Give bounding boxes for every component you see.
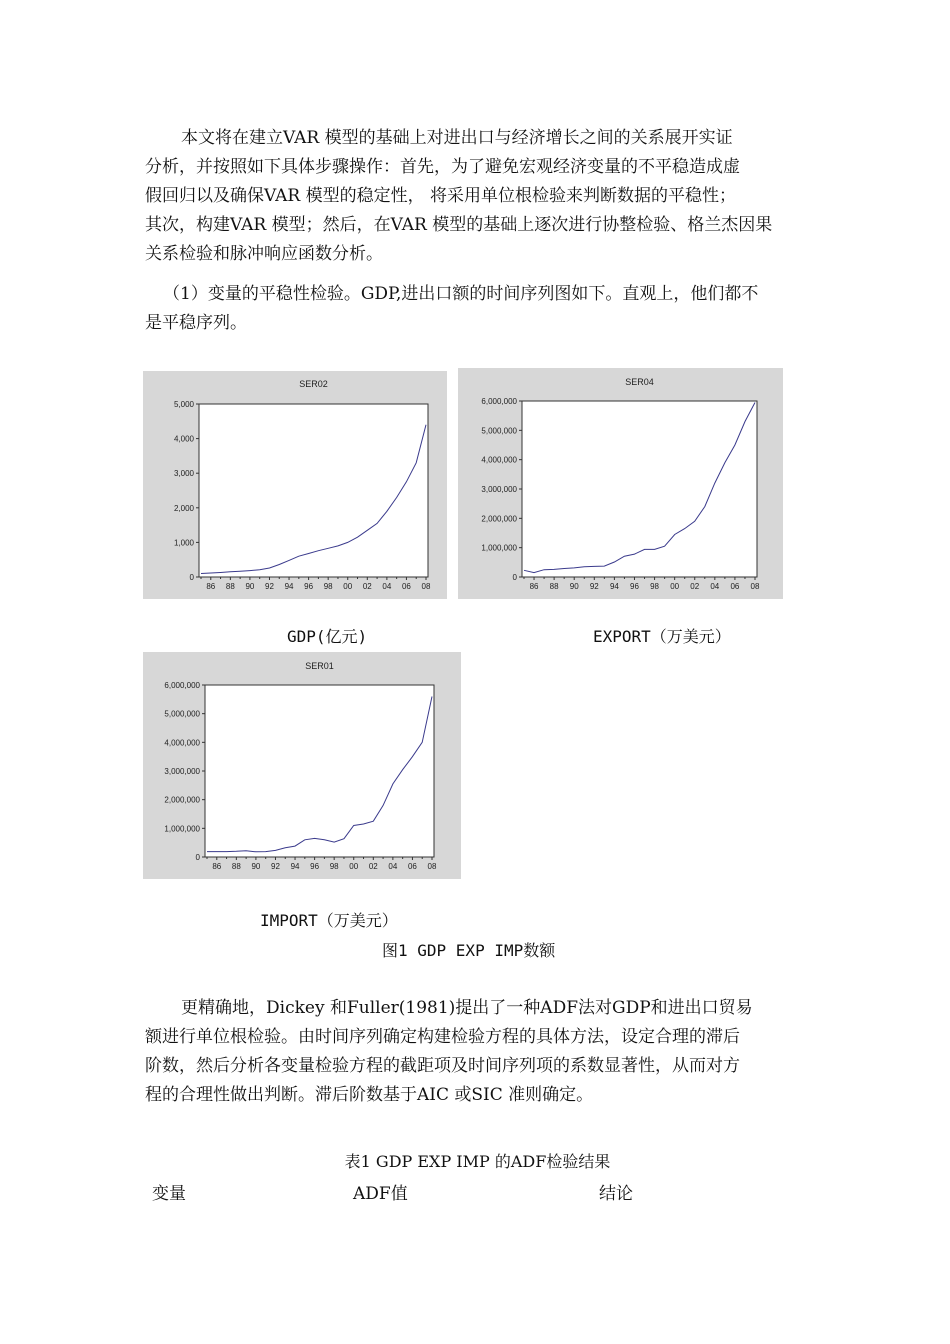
x-tick-label: 94 [284, 582, 294, 591]
y-tick-label: 4,000,000 [481, 455, 517, 465]
x-tick-label: 98 [329, 862, 339, 871]
x-tick-label: 04 [382, 582, 392, 591]
x-tick-label: 00 [343, 582, 353, 591]
x-tick-label: 94 [609, 582, 619, 591]
caption-export: EXPORT（万美元） [593, 627, 731, 646]
y-tick-label: 1,000,000 [164, 824, 200, 834]
x-tick-label: 90 [251, 862, 261, 871]
y-tick-label: 0 [195, 853, 200, 862]
x-tick-label: 88 [225, 582, 235, 591]
chart-title: SER01 [305, 661, 334, 671]
y-tick-label: 1,000,000 [481, 543, 517, 553]
table-header-adf: ADF值 [353, 1184, 408, 1204]
text-line: （1）变量的平稳性检验。GDP,进出口额的时间序列图如下。直观上，他们都不 [163, 284, 759, 304]
x-tick-label: 04 [710, 582, 720, 591]
x-tick-label: 96 [310, 862, 320, 871]
y-tick-label: 5,000 [173, 400, 194, 409]
y-tick-label: 4,000,000 [164, 738, 200, 748]
chart-export-svg [458, 368, 783, 599]
text-line: 阶数，然后分析各变量检验方程的截距项及时间序列项的系数显著性，从而对方 [145, 1056, 740, 1076]
x-tick-label: 06 [407, 862, 417, 871]
plot-area [205, 685, 434, 857]
method-paragraph [145, 994, 810, 1110]
y-tick-label: 6,000,000 [481, 397, 517, 406]
caption-gdp: GDP(亿元) [287, 627, 368, 646]
x-tick-label: 92 [589, 582, 599, 591]
text-line: 程的合理性做出判断。滞后阶数基于AIC 或SIC 准则确定。 [145, 1085, 594, 1105]
text-line: 关系检验和脉冲响应函数分析。 [145, 244, 383, 264]
x-tick-label: 00 [349, 862, 359, 871]
y-tick-label: 3,000 [173, 469, 194, 479]
y-tick-label: 3,000,000 [164, 767, 200, 776]
x-tick-label: 08 [750, 582, 760, 591]
x-tick-label: 08 [427, 862, 437, 871]
x-tick-label: 90 [569, 582, 579, 591]
x-tick-label: 92 [271, 862, 280, 871]
table-title: 表1 GDP EXP IMP 的ADF检验结果 [344, 1152, 611, 1171]
chart-title: SER02 [299, 379, 328, 389]
x-tick-label: 08 [421, 582, 431, 591]
x-tick-label: 86 [529, 582, 539, 591]
y-tick-label: 5,000,000 [164, 709, 200, 719]
y-tick-label: 0 [189, 573, 194, 582]
y-tick-label: 0 [512, 573, 517, 582]
x-tick-label: 88 [549, 582, 559, 591]
chart-export [458, 368, 783, 599]
y-tick-label: 5,000,000 [481, 426, 517, 436]
text-line: 是平稳序列。 [145, 313, 247, 333]
x-tick-label: 02 [362, 582, 372, 591]
x-tick-label: 02 [690, 582, 700, 591]
text-line: 其次，构建VAR 模型；然后，在VAR 模型的基础上逐次进行协整检验、格兰杰因果 [145, 215, 773, 235]
figure-caption: 图1 GDP EXP IMP数额 [382, 941, 556, 960]
x-tick-label: 06 [730, 582, 740, 591]
table-header-conclusion: 结论 [599, 1184, 633, 1204]
y-tick-label: 2,000,000 [164, 795, 200, 805]
x-tick-label: 92 [265, 582, 274, 591]
y-tick-label: 2,000,000 [481, 514, 517, 524]
y-tick-label: 4,000 [173, 434, 194, 444]
table-header-variable: 变量 [152, 1184, 186, 1204]
step1-paragraph [145, 280, 810, 338]
y-tick-label: 2,000 [173, 503, 194, 513]
y-tick-label: 6,000,000 [164, 681, 200, 690]
x-tick-label: 90 [245, 582, 255, 591]
x-tick-label: 04 [388, 862, 398, 871]
text-line: 分析，并按照如下具体步骤操作：首先，为了避免宏观经济变量的不平稳造成虚 [145, 157, 740, 177]
x-tick-label: 88 [231, 862, 241, 871]
x-tick-label: 98 [650, 582, 660, 591]
text-line: 额进行单位根检验。由时间序列确定构建检验方程的具体方法，设定合理的滞后 [145, 1027, 740, 1047]
y-tick-label: 3,000,000 [481, 485, 517, 494]
plot-area [199, 404, 428, 577]
x-tick-label: 96 [630, 582, 639, 591]
y-tick-label: 1,000 [173, 538, 194, 548]
x-tick-label: 86 [206, 582, 216, 591]
plot-area [522, 401, 757, 577]
text-line: 更精确地，Dickey 和Fuller(1981)提出了一种ADF法对GDP和进出口贸易 [181, 998, 753, 1018]
text-line: 假回归以及确保VAR 模型的稳定性， 将采用单位根检验来判断数据的平稳性； [145, 186, 737, 206]
x-tick-label: 02 [368, 862, 378, 871]
chart-gdp-svg [143, 371, 447, 599]
chart-title: SER04 [625, 377, 654, 387]
x-tick-label: 06 [401, 582, 411, 591]
x-tick-label: 96 [304, 582, 314, 591]
x-tick-label: 00 [670, 582, 680, 591]
chart-import [143, 652, 461, 879]
x-tick-label: 86 [212, 862, 222, 871]
intro-paragraph [145, 124, 810, 269]
caption-import: IMPORT（万美元） [260, 911, 398, 930]
text-line: 本文将在建立VAR 模型的基础上对进出口与经济增长之间的关系展开实证 [181, 128, 733, 148]
x-tick-label: 98 [323, 582, 333, 591]
chart-import-svg [143, 652, 461, 879]
chart-gdp [143, 371, 447, 599]
x-tick-label: 94 [290, 862, 300, 871]
